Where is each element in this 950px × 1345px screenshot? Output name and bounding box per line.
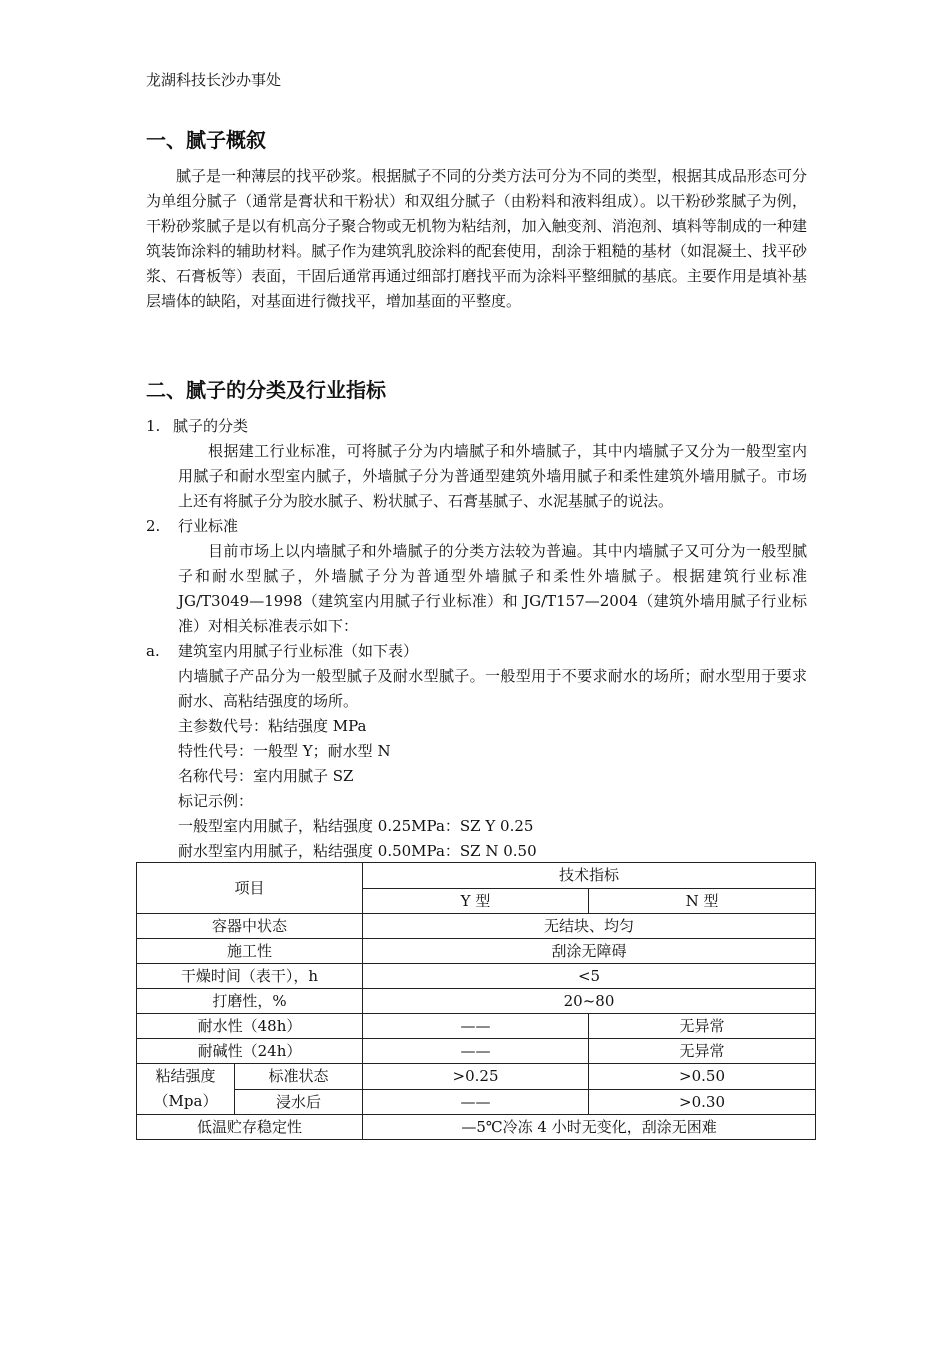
list-item-2-body: 目前市场上以内墙腻子和外墙腻子的分类方法较为普遍。其中内墙腻子又可分为一般型腻子和耐水型腻子，外墙腻子分为普通型外墙腻子和柔性外墙腻子。根据建筑行业标准 JG/T3049—1998（建筑室内用腻子行业标准）和 JG/T157—2004（建筑外墙用腻子行业标准）对相关标准表示如下： — [178, 542, 807, 635]
param-name-code: 名称代号：室内用腻子 SZ — [178, 767, 354, 785]
row-y-value: —— — [363, 1014, 589, 1039]
row-value: 刮涂无障碍 — [363, 939, 816, 964]
marking-example-general: 一般型室内用腻子，粘结强度 0.25MPa：SZ Y 0.25 — [178, 817, 534, 835]
bond-standard-y: >0.25 — [363, 1064, 589, 1090]
lowtemp-label: 低温贮存稳定性 — [137, 1115, 363, 1140]
list-item-a-description: 内墙腻子产品分为一般型腻子及耐水型腻子。一般型用于不要求耐水的场所；耐水型用于要求耐水、高粘结强度的场所。 — [178, 667, 807, 710]
bond-wet-y: —— — [363, 1089, 589, 1115]
table-row — [137, 989, 816, 1014]
row-n-value: 无异常 — [589, 1039, 816, 1064]
list-item-1 — [0, 414, 950, 439]
table-row — [137, 1064, 816, 1090]
row-y-value: —— — [363, 1039, 589, 1064]
table-row — [137, 1115, 816, 1140]
lowtemp-value: —5℃冷冻 4 小时无变化，刮涂无困难 — [363, 1115, 816, 1140]
list-item-1-label: 腻子的分类 — [173, 417, 249, 435]
spec-table — [136, 862, 816, 1140]
list-item-a — [0, 639, 950, 664]
section-2-title: 二、腻子的分类及行业指标 — [146, 378, 386, 402]
section-1-title: 一、腻子概叙 — [146, 128, 266, 152]
header-tech-spec: 技术指标 — [363, 863, 816, 889]
row-value: 20~80 — [363, 989, 816, 1014]
table-row — [137, 939, 816, 964]
list-item-2 — [0, 514, 950, 539]
list-item-1-number: 1. — [146, 417, 161, 435]
bond-strength-label: 粘结强度（Mpa） — [137, 1064, 235, 1115]
list-item-2-number: 2. — [146, 517, 161, 535]
bond-wet-label: 浸水后 — [235, 1089, 363, 1115]
list-item-1-body: 根据建工行业标准，可将腻子分为内墙腻子和外墙腻子，其中内墙腻子又分为一般型室内用腻子和耐水型室内腻子，外墙腻子分为普通型建筑外墙用腻子和柔性建筑外墙用腻子。市场上还有将腻子分为胶水腻子、粉状腻子、石膏基腻子、水泥基腻子的说法。 — [178, 442, 807, 510]
row-label: 施工性 — [137, 939, 363, 964]
row-value: 无结块、均匀 — [363, 914, 816, 939]
bond-standard-n: >0.50 — [589, 1064, 816, 1090]
row-label: 干燥时间（表干），h — [137, 964, 363, 989]
table-row — [137, 1014, 816, 1039]
param-feature-code: 特性代号：一般型 Y；耐水型 N — [178, 742, 391, 760]
list-item-a-letter: a. — [146, 642, 160, 660]
table-row — [137, 964, 816, 989]
header-y-type: Y 型 — [363, 888, 589, 914]
table-header-row — [137, 863, 816, 889]
row-label: 耐碱性（24h） — [137, 1039, 363, 1064]
marking-example-label: 标记示例： — [178, 792, 254, 810]
row-label: 打磨性，% — [137, 989, 363, 1014]
table-row — [137, 1089, 816, 1115]
header-organization: 龙湖科技长沙办事处 — [146, 71, 282, 89]
list-item-2-label: 行业标准 — [178, 517, 239, 535]
row-n-value: 无异常 — [589, 1014, 816, 1039]
header-item: 项目 — [137, 863, 363, 914]
row-label: 耐水性（48h） — [137, 1014, 363, 1039]
row-value: <5 — [363, 964, 816, 989]
table-row — [137, 914, 816, 939]
param-main-code: 主参数代号：粘结强度 MPa — [178, 717, 367, 735]
table-row — [137, 1039, 816, 1064]
section-1-body: 腻子是一种薄层的找平砂浆。根据腻子不同的分类方法可分为不同的类型，根据其成品形态可分为单组分腻子（通常是膏状和干粉状）和双组分腻子（由粉料和液料组成）。以干粉砂浆腻子为例，干粉砂浆腻子是以有机高分子聚合物或无机物为粘结剂，加入触变剂、消泡剂、填料等制成的一种建筑装饰涂料的辅助材料。腻子作为建筑乳胶涂料的配套使用，刮涂于粗糙的基材（如混凝土、找平砂浆、石膏板等）表面，干固后通常再通过细部打磨找平而为涂料平整细腻的基底。主要作用是填补基层墙体的缺陷，对基面进行微找平，增加基面的平整度。 — [146, 167, 807, 310]
bond-wet-n: >0.30 — [589, 1089, 816, 1115]
marking-example-waterproof: 耐水型室内用腻子，粘结强度 0.50MPa：SZ N 0.50 — [178, 842, 537, 860]
bond-standard-label: 标准状态 — [235, 1064, 363, 1090]
row-label: 容器中状态 — [137, 914, 363, 939]
header-n-type: N 型 — [589, 888, 816, 914]
list-item-a-label: 建筑室内用腻子行业标准（如下表） — [178, 642, 419, 660]
